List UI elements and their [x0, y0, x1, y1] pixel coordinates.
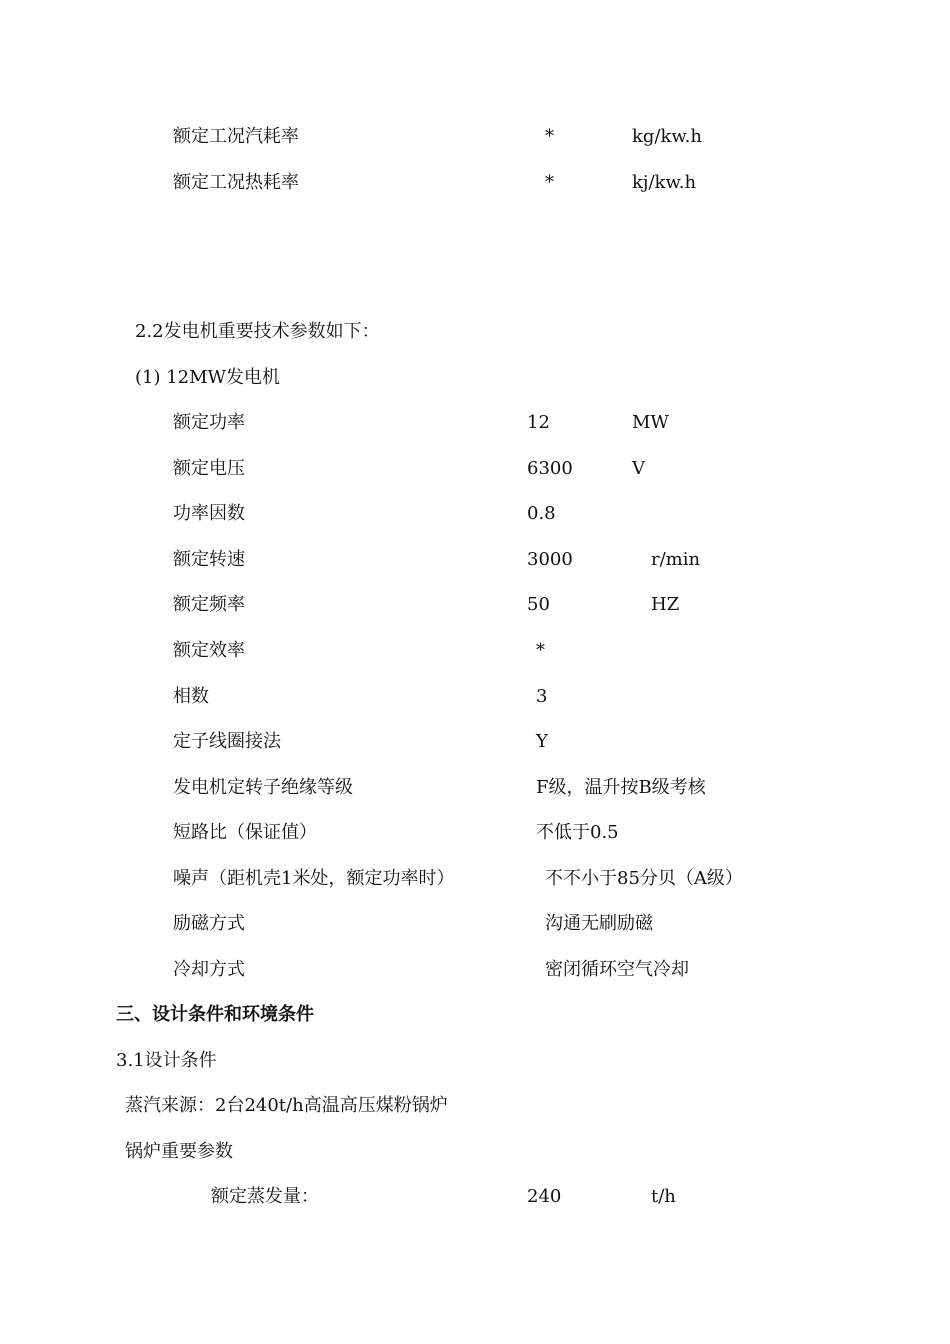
- param-label: 相数: [173, 686, 209, 707]
- param-label: 短路比（保证值）: [173, 822, 317, 843]
- param-value: 50: [527, 594, 550, 615]
- param-value: 240: [527, 1186, 562, 1207]
- param-value: *: [536, 640, 545, 661]
- param-label: 额定功率: [173, 412, 245, 433]
- section-heading: 2.2发电机重要技术参数如下：: [135, 321, 380, 342]
- param-value: 3: [536, 686, 548, 707]
- param-label: 额定蒸发量：: [211, 1186, 319, 1207]
- param-label: 额定工况热耗率: [173, 172, 299, 193]
- param-value: *: [545, 172, 554, 193]
- param-unit: MW: [632, 412, 669, 433]
- param-label: 额定电压: [173, 458, 245, 479]
- param-value: 沟通无刷励磁: [545, 913, 653, 934]
- param-unit: t/h: [651, 1186, 676, 1207]
- subsection-heading: (1) 12MW发电机: [135, 367, 281, 388]
- param-label: 额定频率: [173, 594, 245, 615]
- param-label: 冷却方式: [173, 959, 245, 980]
- param-unit: HZ: [651, 594, 680, 615]
- boiler-params-title: 锅炉重要参数: [125, 1141, 233, 1162]
- param-label: 额定转速: [173, 549, 245, 570]
- section-heading: 3.1设计条件: [116, 1050, 217, 1071]
- param-value: 0.8: [527, 503, 556, 524]
- chapter-heading: 三、设计条件和环境条件: [116, 1004, 314, 1025]
- param-label: 额定工况汽耗率: [173, 126, 299, 147]
- param-unit: kj/kw.h: [632, 172, 697, 193]
- param-value: 不不小于85分贝（A级）: [545, 868, 743, 889]
- param-unit: kg/kw.h: [632, 126, 702, 147]
- param-value: 6300: [527, 458, 573, 479]
- param-value: 3000: [527, 549, 573, 570]
- param-value: 12: [527, 412, 550, 433]
- param-unit: r/min: [651, 549, 701, 570]
- param-label: 额定效率: [173, 640, 245, 661]
- param-label: 定子线圈接法: [173, 731, 281, 752]
- param-value: F级，温升按B级考核: [536, 777, 706, 798]
- param-label: 发电机定转子绝缘等级: [173, 777, 353, 798]
- param-value: 密闭循环空气冷却: [545, 959, 689, 980]
- param-unit: V: [632, 458, 645, 479]
- param-value: 不低于0.5: [536, 822, 619, 843]
- param-value: *: [545, 126, 554, 147]
- param-label: 噪声（距机壳1米处，额定功率时）: [173, 868, 455, 889]
- steam-source-text: 蒸汽来源：2台240t/h高温高压煤粉锅炉: [125, 1095, 448, 1116]
- param-label: 功率因数: [173, 503, 245, 524]
- param-label: 励磁方式: [173, 913, 245, 934]
- param-value: Y: [536, 731, 548, 752]
